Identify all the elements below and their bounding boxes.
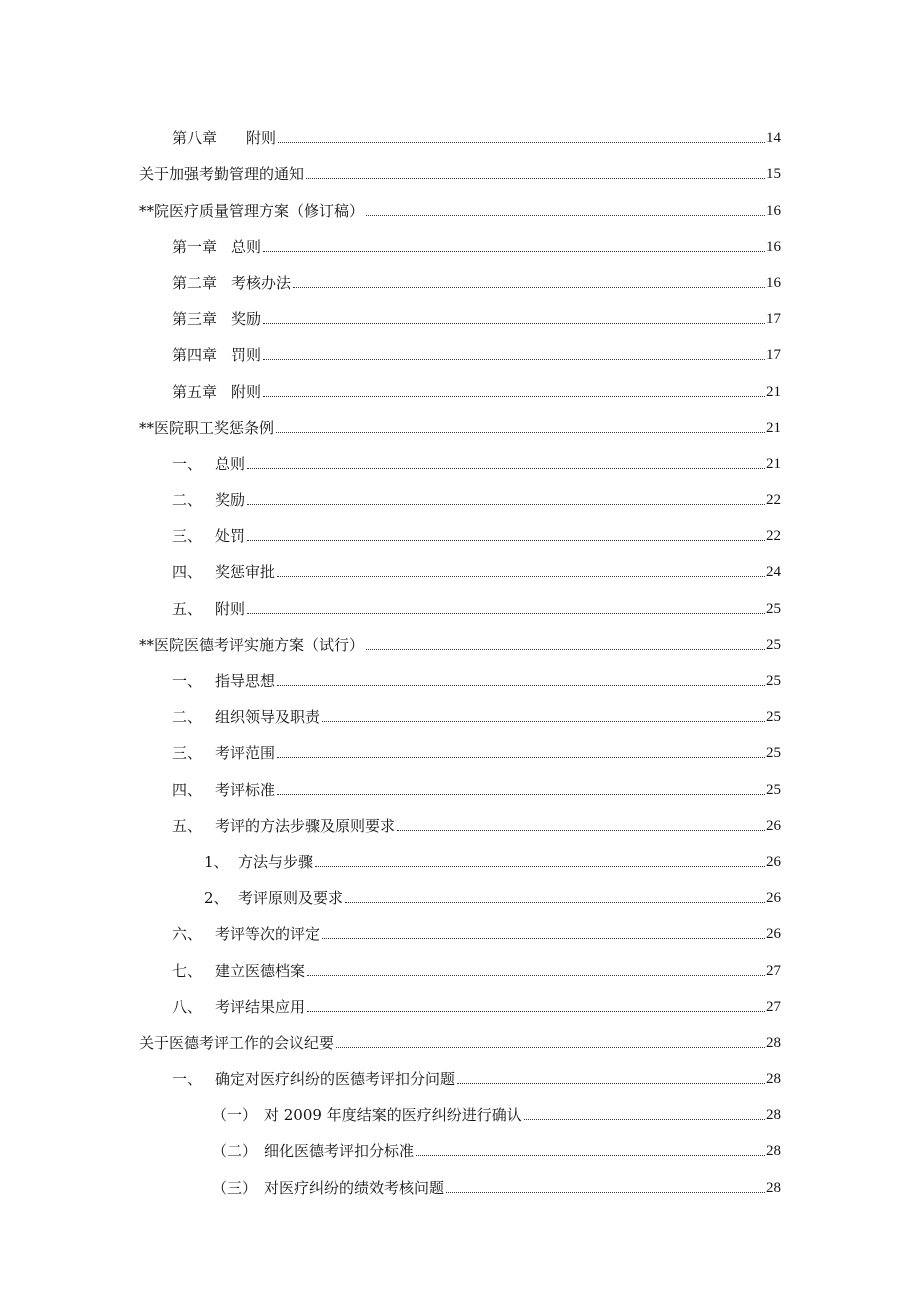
toc-page-number: 28 [766,1107,781,1124]
toc-entry[interactable] [0,221,920,257]
toc-entry-title: 总则 [215,454,246,473]
toc-entry-line [204,852,781,872]
toc-dot-leader [366,214,765,216]
toc-entry[interactable] [0,1089,920,1125]
toc-entry-title: 罚则 [231,346,262,365]
toc-entry-number: 四、 [172,780,203,799]
toc-entry-title: 关于医德考评工作的会议纪要 [139,1033,335,1052]
toc-entry[interactable] [0,655,920,691]
toc-entry[interactable] [0,800,920,836]
toc-page-number: 25 [766,781,781,798]
toc-dot-leader [263,358,765,360]
toc-dot-leader [315,865,765,867]
toc-entry-title: 附则 [246,129,277,148]
toc-entry-number: 三、 [172,527,203,546]
toc-dot-leader [247,503,765,505]
toc-entry-title: **院医疗质量管理方案（修订稿） [139,201,365,220]
toc-entry-title: 考评范围 [215,744,276,763]
toc-dot-leader [322,937,765,939]
table-of-contents [0,112,920,1198]
toc-entry[interactable] [0,1053,920,1089]
toc-dot-leader [247,467,765,469]
toc-page-number: 26 [766,853,781,870]
toc-page-number: 28 [766,1071,781,1088]
toc-page-number: 26 [766,890,781,907]
toc-entry[interactable] [0,981,920,1017]
toc-entry[interactable] [0,1161,920,1197]
toc-entry[interactable] [0,582,920,618]
toc-dot-leader [277,684,765,686]
toc-entry[interactable] [0,148,920,184]
toc-entry[interactable] [0,546,920,582]
toc-page-number: 21 [766,455,781,472]
toc-entry-title: 考评结果应用 [215,997,306,1016]
toc-dot-leader [397,829,765,831]
toc-entry[interactable] [0,1017,920,1053]
toc-entry-number: 五、 [172,599,203,618]
toc-entry-line [172,1069,781,1089]
toc-dot-leader [277,756,765,758]
toc-entry-number: 八、 [172,997,203,1016]
toc-entry[interactable] [0,184,920,220]
toc-entry[interactable] [0,727,920,763]
toc-entry[interactable] [0,872,920,908]
toc-entry-line [172,128,781,148]
toc-entry-line [172,780,781,800]
toc-entry-title: 总则 [231,237,262,256]
toc-entry-line [172,309,781,329]
toc-entry-line [139,635,781,655]
toc-entry-title: **医院医德考评实施方案（试行） [139,635,365,654]
toc-entry[interactable] [0,112,920,148]
toc-entry[interactable] [0,763,920,799]
toc-page-number: 27 [766,998,781,1015]
toc-entry-line [204,888,781,908]
toc-entry-number: （二） [212,1142,258,1161]
toc-entry-line [172,490,781,510]
toc-dot-leader [416,1154,765,1156]
toc-entry-title: 奖励 [215,491,246,510]
toc-dot-leader [306,177,765,179]
toc-entry[interactable] [0,1125,920,1161]
toc-dot-leader [263,395,765,397]
toc-dot-leader [277,793,765,795]
toc-entry-number: 一、 [172,1070,203,1089]
toc-dot-leader [345,901,765,903]
toc-entry-number: 一、 [172,454,203,473]
toc-entry-number: 六、 [172,925,203,944]
toc-dot-leader [307,974,765,976]
toc-dot-leader [524,1118,765,1120]
toc-page-number: 15 [766,166,781,183]
toc-entry-title: 对医疗纠纷的绩效考核问题 [264,1178,445,1197]
toc-entry-number: 2、 [204,889,229,908]
toc-entry-number: 五、 [172,816,203,835]
toc-page-number: 16 [766,238,781,255]
toc-page-number: 25 [766,636,781,653]
toc-entry[interactable] [0,619,920,655]
toc-page-number: 22 [766,528,781,545]
toc-entry-line [139,1033,781,1053]
toc-entry-title: 关于加强考勤管理的通知 [139,165,305,184]
toc-dot-leader [263,322,765,324]
toc-dot-leader [276,431,765,433]
toc-entry-number: 第一章 [172,237,218,256]
toc-entry[interactable] [0,474,920,510]
toc-entry-title: **医院职工奖惩条例 [139,418,275,437]
toc-entry-line [139,418,781,438]
toc-entry[interactable] [0,691,920,727]
toc-page-number: 27 [766,962,781,979]
toc-entry-number: 第五章 [172,382,218,401]
toc-dot-leader [247,539,765,541]
toc-page-number: 28 [766,1143,781,1160]
toc-entry-line [172,526,781,546]
toc-entry-number: 三、 [172,744,203,763]
toc-entry-title: 附则 [231,382,262,401]
toc-entry-line [139,201,781,221]
toc-entry-line [172,924,781,944]
toc-page-number: 14 [766,130,781,147]
toc-dot-leader [457,1082,765,1084]
toc-entry-line [172,273,781,293]
toc-entry[interactable] [0,402,920,438]
toc-entry-line [172,237,781,257]
toc-entry-line [212,1105,781,1125]
toc-entry[interactable] [0,257,920,293]
toc-entry-number: 一、 [172,672,203,690]
toc-entry-line [172,671,781,691]
toc-entry-number: 1、 [204,852,229,871]
toc-entry[interactable] [0,293,920,329]
toc-entry-title: 细化医德考评扣分标准 [264,1142,415,1161]
toc-entry-line [172,562,781,582]
toc-entry[interactable] [0,944,920,980]
toc-entry[interactable] [0,329,920,365]
toc-entry-title: 附则 [215,599,246,618]
toc-page-number: 25 [766,709,781,726]
toc-entry-title: 考核办法 [231,273,292,292]
toc-entry-title: 方法与步骤 [238,852,314,871]
toc-dot-leader [336,1046,765,1048]
toc-entry-line [172,454,781,474]
toc-entry-line [172,743,781,763]
toc-page-number: 24 [766,564,781,581]
toc-page-number: 16 [766,274,781,291]
toc-dot-leader [366,648,765,650]
toc-entry-title: 奖惩审批 [215,563,276,582]
toc-entry-title: 确定对医疗纠纷的医德考评扣分问题 [215,1070,456,1089]
toc-entry-number: 二、 [172,708,203,727]
toc-entry-title: 建立医德档案 [215,961,306,980]
toc-entry-line [172,345,781,365]
toc-entry-number: 第四章 [172,346,218,365]
toc-entry-line [212,1178,781,1198]
toc-dot-leader [293,286,765,288]
toc-entry-number: 七、 [172,961,203,980]
toc-entry-title: 考评等次的评定 [215,925,321,944]
toc-entry-number: 四、 [172,563,203,582]
toc-dot-leader [277,575,765,577]
toc-entry-title: 指导思想 [215,672,276,690]
toc-entry-number: 二、 [172,491,203,510]
toc-dot-leader [446,1191,765,1193]
toc-entry-line [139,164,781,184]
toc-entry-line [212,1141,781,1161]
toc-entry-line [172,382,781,402]
toc-dot-leader [247,612,765,614]
toc-entry-title: 对 2009 年度结案的医疗纠纷进行确认 [264,1106,522,1125]
toc-page-number: 16 [766,202,781,219]
toc-entry-number: 第八章 [172,129,218,148]
toc-entry-line [172,997,781,1017]
toc-dot-leader [278,141,765,143]
toc-entry-number: （三） [212,1178,258,1197]
toc-dot-leader [263,250,765,252]
toc-entry-line [172,599,781,619]
toc-entry[interactable] [0,438,920,474]
toc-entry-title: 考评原则及要求 [238,889,344,908]
toc-entry-title: 考评标准 [215,780,276,799]
toc-entry-title: 组织领导及职责 [215,708,321,727]
toc-page-number: 26 [766,926,781,943]
toc-page-number: 26 [766,817,781,834]
toc-entry-line [172,707,781,727]
toc-page-number: 28 [766,1179,781,1196]
toc-entry-number: 第三章 [172,310,218,329]
toc-page-number: 17 [766,347,781,364]
toc-entry[interactable] [0,908,920,944]
toc-page-number: 28 [766,1034,781,1051]
toc-entry-title: 奖励 [231,310,262,329]
toc-entry[interactable] [0,836,920,872]
toc-entry-title: 考评的方法步骤及原则要求 [215,816,396,835]
toc-page-number: 25 [766,673,781,689]
toc-entry-number: 第二章 [172,273,218,292]
toc-entry-title: 处罚 [215,527,246,546]
toc-page-number: 17 [766,311,781,328]
toc-entry-line [172,961,781,981]
toc-entry[interactable] [0,510,920,546]
toc-page-number: 21 [766,383,781,400]
toc-page-number: 25 [766,600,781,617]
toc-page-number: 25 [766,745,781,762]
toc-page-number: 22 [766,492,781,509]
toc-entry-line [172,816,781,836]
toc-dot-leader [322,720,765,722]
toc-dot-leader [307,1010,765,1012]
toc-page-number: 21 [766,419,781,436]
toc-entry-number: （一） [212,1106,258,1125]
toc-entry[interactable] [0,365,920,401]
